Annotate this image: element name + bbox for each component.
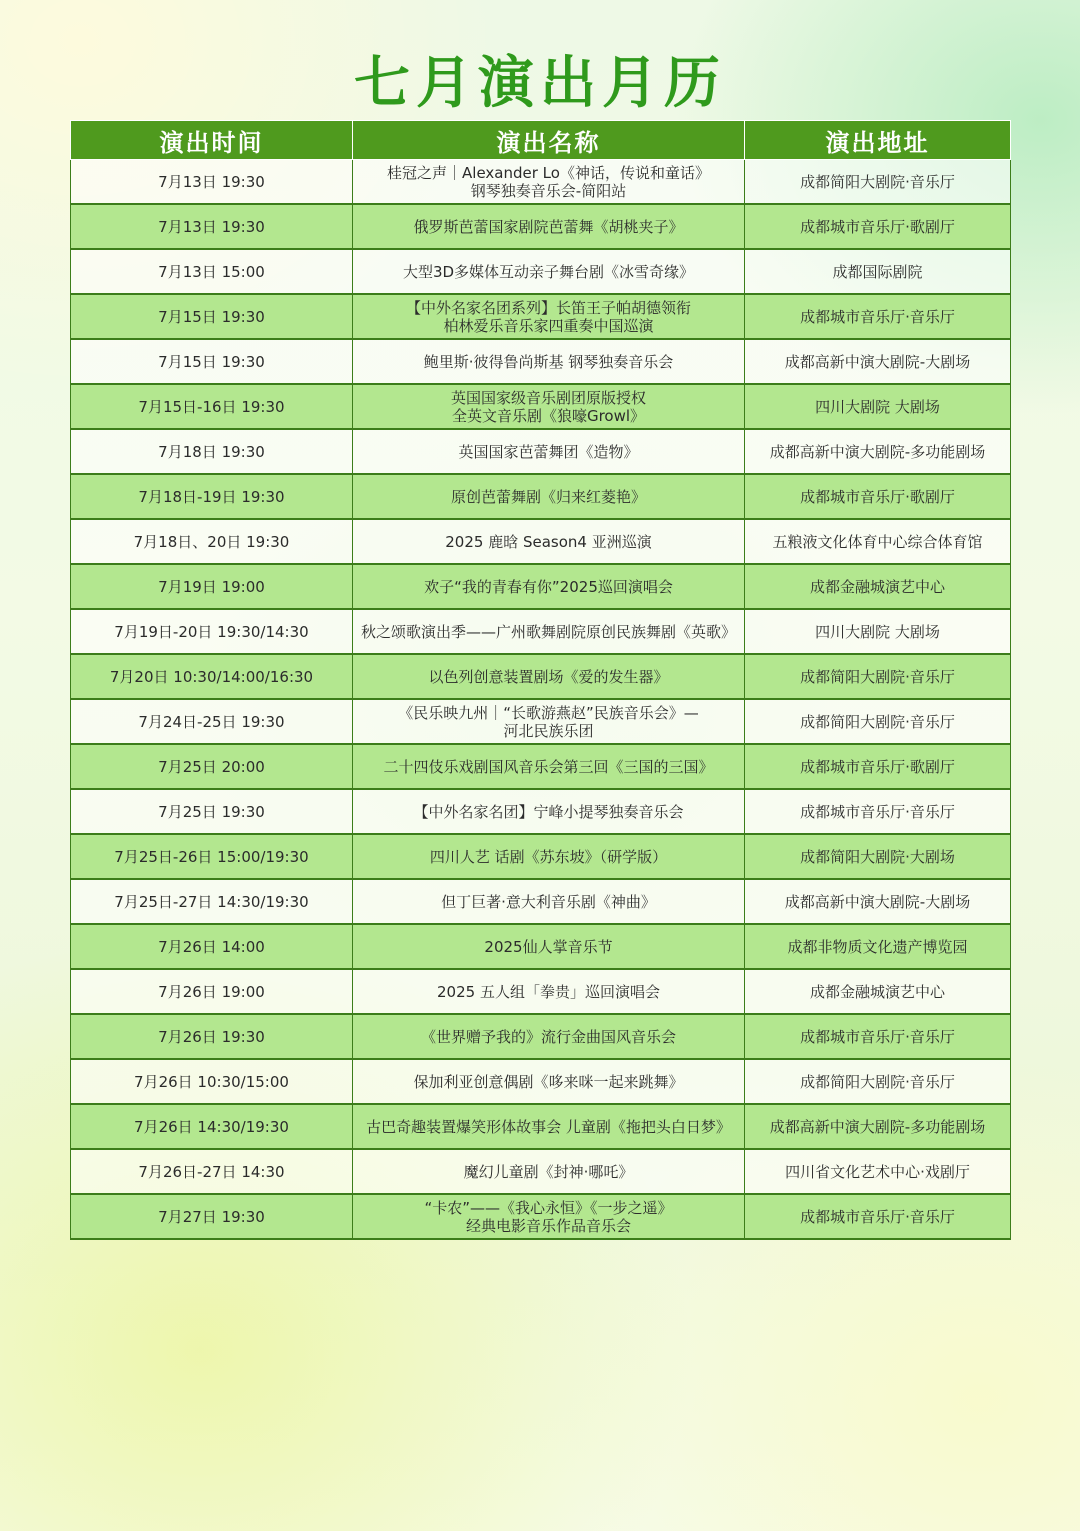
table-row [71, 834, 1011, 879]
cell-name: 《世界赠予我的》流行金曲国风音乐会 [353, 1014, 745, 1059]
cell-name: 俄罗斯芭蕾国家剧院芭蕾舞《胡桃夹子》 [353, 204, 745, 249]
cell-venue: 成都城市音乐厅·音乐厅 [745, 294, 1011, 339]
cell-venue: 四川省文化艺术中心·戏剧厅 [745, 1149, 1011, 1194]
cell-time: 7月15日-16日 19:30 [71, 384, 353, 429]
header-time: 演出时间 [71, 121, 353, 160]
cell-name: 二十四伎乐戏剧国风音乐会第三回《三国的三国》 [353, 744, 745, 789]
cell-venue: 成都城市音乐厅·歌剧厅 [745, 204, 1011, 249]
cell-time: 7月19日 19:00 [71, 564, 353, 609]
cell-time: 7月25日-26日 15:00/19:30 [71, 834, 353, 879]
cell-venue: 成都简阳大剧院·音乐厅 [745, 160, 1011, 205]
cell-name: 《民乐映九州｜“长歌游燕赵”民族音乐会》— 河北民族乐团 [353, 699, 745, 744]
cell-name: 2025 鹿晗 Season4 亚洲巡演 [353, 519, 745, 564]
header-name: 演出名称 [353, 121, 745, 160]
table-row [71, 519, 1011, 564]
performance-calendar-table [70, 120, 1011, 1240]
cell-name: 2025 五人组「拳贵」巡回演唱会 [353, 969, 745, 1014]
table-header-row [71, 121, 1011, 160]
table-row [71, 474, 1011, 519]
cell-name: 大型3D多媒体互动亲子舞台剧《冰雪奇缘》 [353, 249, 745, 294]
cell-name: 四川人艺 话剧《苏东坡》（研学版） [353, 834, 745, 879]
cell-venue: 成都高新中演大剧院-多功能剧场 [745, 429, 1011, 474]
cell-name: 原创芭蕾舞剧《归来红菱艳》 [353, 474, 745, 519]
cell-venue: 成都金融城演艺中心 [745, 969, 1011, 1014]
table-row [71, 339, 1011, 384]
cell-venue: 成都非物质文化遗产博览园 [745, 924, 1011, 969]
table-row [71, 160, 1011, 205]
cell-time: 7月26日 14:00 [71, 924, 353, 969]
table-row [71, 1104, 1011, 1149]
table-row [71, 609, 1011, 654]
cell-name: 魔幻儿童剧《封神·哪吒》 [353, 1149, 745, 1194]
cell-venue: 成都城市音乐厅·音乐厅 [745, 789, 1011, 834]
cell-venue: 成都国际剧院 [745, 249, 1011, 294]
cell-time: 7月26日 10:30/15:00 [71, 1059, 353, 1104]
cell-time: 7月24日-25日 19:30 [71, 699, 353, 744]
table-row [71, 699, 1011, 744]
table-row [71, 924, 1011, 969]
cell-time: 7月26日 19:30 [71, 1014, 353, 1059]
cell-venue: 成都城市音乐厅·歌剧厅 [745, 474, 1011, 519]
cell-name: 英国国家芭蕾舞团《造物》 [353, 429, 745, 474]
cell-name: 欢子“我的青春有你”2025巡回演唱会 [353, 564, 745, 609]
table-row [71, 1059, 1011, 1104]
table-row [71, 744, 1011, 789]
table-row [71, 879, 1011, 924]
header-venue: 演出地址 [745, 121, 1011, 160]
cell-venue: 成都简阳大剧院·音乐厅 [745, 654, 1011, 699]
cell-time: 7月15日 19:30 [71, 294, 353, 339]
cell-venue: 成都简阳大剧院·大剧场 [745, 834, 1011, 879]
cell-venue: 成都高新中演大剧院-多功能剧场 [745, 1104, 1011, 1149]
cell-time: 7月18日、20日 19:30 [71, 519, 353, 564]
cell-name: 桂冠之声｜Alexander Lo《神话，传说和童话》 钢琴独奏音乐会-简阳站 [353, 160, 745, 205]
table-row [71, 969, 1011, 1014]
table-row [71, 564, 1011, 609]
cell-time: 7月20日 10:30/14:00/16:30 [71, 654, 353, 699]
cell-time: 7月25日 20:00 [71, 744, 353, 789]
cell-time: 7月19日-20日 19:30/14:30 [71, 609, 353, 654]
cell-venue: 四川大剧院 大剧场 [745, 609, 1011, 654]
cell-name: 但丁巨著·意大利音乐剧《神曲》 [353, 879, 745, 924]
cell-venue: 成都高新中演大剧院-大剧场 [745, 339, 1011, 384]
cell-name: 【中外名家名团系列】长笛王子帕胡德领衔 柏林爱乐音乐家四重奏中国巡演 [353, 294, 745, 339]
cell-venue: 成都城市音乐厅·音乐厅 [745, 1014, 1011, 1059]
table-row [71, 654, 1011, 699]
table-row [71, 789, 1011, 834]
cell-time: 7月26日 19:00 [71, 969, 353, 1014]
cell-time: 7月15日 19:30 [71, 339, 353, 384]
cell-name: 英国国家级音乐剧团原版授权 全英文音乐剧《狼嚎Growl》 [353, 384, 745, 429]
table-row [71, 429, 1011, 474]
cell-venue: 成都简阳大剧院·音乐厅 [745, 1059, 1011, 1104]
cell-time: 7月25日-27日 14:30/19:30 [71, 879, 353, 924]
cell-venue: 成都金融城演艺中心 [745, 564, 1011, 609]
cell-venue: 成都高新中演大剧院-大剧场 [745, 879, 1011, 924]
cell-name: 【中外名家名团】宁峰小提琴独奏音乐会 [353, 789, 745, 834]
cell-venue: 成都城市音乐厅·歌剧厅 [745, 744, 1011, 789]
table-row [71, 1194, 1011, 1239]
cell-time: 7月25日 19:30 [71, 789, 353, 834]
table-row [71, 294, 1011, 339]
cell-name: 秋之颂歌演出季——广州歌舞剧院原创民族舞剧《英歌》 [353, 609, 745, 654]
cell-name: 2025仙人掌音乐节 [353, 924, 745, 969]
cell-venue: 成都城市音乐厅·音乐厅 [745, 1194, 1011, 1239]
cell-name: 以色列创意装置剧场《爱的发生器》 [353, 654, 745, 699]
cell-time: 7月18日-19日 19:30 [71, 474, 353, 519]
cell-venue: 五粮液文化体育中心综合体育馆 [745, 519, 1011, 564]
cell-time: 7月27日 19:30 [71, 1194, 353, 1239]
table-row [71, 1149, 1011, 1194]
cell-name: 保加利亚创意偶剧《哆来咪一起来跳舞》 [353, 1059, 745, 1104]
cell-name: 鲍里斯·彼得鲁尚斯基 钢琴独奏音乐会 [353, 339, 745, 384]
cell-time: 7月18日 19:30 [71, 429, 353, 474]
cell-name: 古巴奇趣装置爆笑形体故事会 儿童剧《拖把头白日梦》 [353, 1104, 745, 1149]
page-title: 七月演出月历 [354, 51, 726, 116]
cell-time: 7月13日 19:30 [71, 160, 353, 205]
cell-venue: 成都简阳大剧院·音乐厅 [745, 699, 1011, 744]
cell-time: 7月13日 15:00 [71, 249, 353, 294]
cell-name: “卡农”——《我心永恒》《一步之遥》 经典电影音乐作品音乐会 [353, 1194, 745, 1239]
table-row [71, 1014, 1011, 1059]
cell-time: 7月26日-27日 14:30 [71, 1149, 353, 1194]
table-row [71, 249, 1011, 294]
cell-time: 7月26日 14:30/19:30 [71, 1104, 353, 1149]
cell-venue: 四川大剧院 大剧场 [745, 384, 1011, 429]
table-row [71, 204, 1011, 249]
cell-time: 7月13日 19:30 [71, 204, 353, 249]
table-row [71, 384, 1011, 429]
